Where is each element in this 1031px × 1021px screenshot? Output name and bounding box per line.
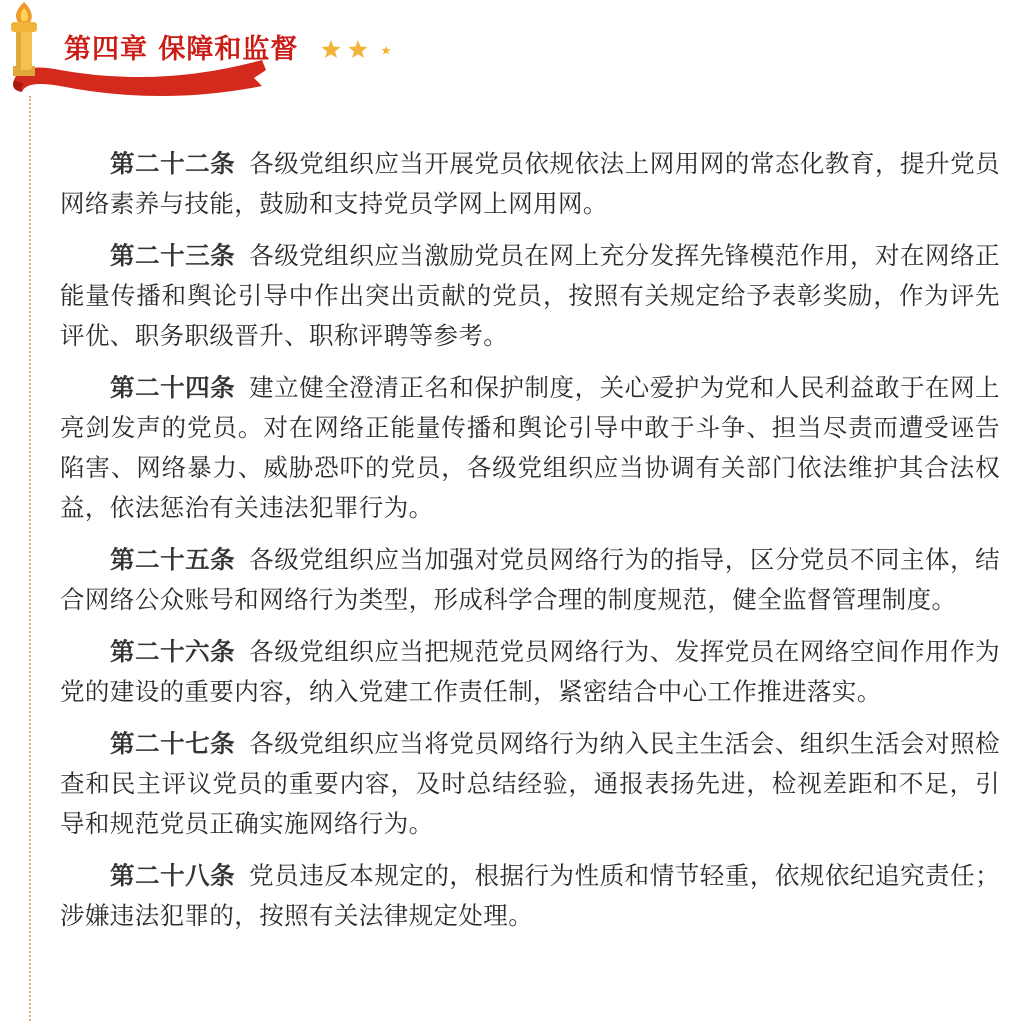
article-number: 第二十五条 [110, 545, 236, 574]
star-icon [382, 46, 391, 55]
article-text: 各级党组织应当加强对党员网络行为的指导，区分党员不同主体，结合网络公众账号和网络行为类型，形成科学合理的制度规范，健全监督管理制度。 [60, 545, 1001, 614]
article-number: 第二十二条 [110, 149, 236, 178]
article-text: 各级党组织应当把规范党员网络行为、发挥党员在网络空间作用作为党的建设的重要内容，纳入党建工作责任制，紧密结合中心工作推进落实。 [60, 637, 1001, 706]
article-28 [60, 856, 1000, 936]
article-26 [60, 632, 1000, 712]
article-number: 第二十六条 [110, 637, 236, 666]
article-22 [60, 144, 1000, 224]
article-text: 各级党组织应当激励党员在网上充分发挥先锋模范作用，对在网络正能量传播和舆论引导中作出突出贡献的党员，按照有关规定给予表彰奖励，作为评先评优、职务职级晋升、职称评聘等参考。 [60, 241, 1001, 350]
article-text: 党员违反本规定的，根据行为性质和情节轻重，依规依纪追究责任；涉嫌违法犯罪的，按照有关法律规定处理。 [60, 861, 1001, 930]
star-icon [349, 40, 368, 58]
article-text: 各级党组织应当将党员网络行为纳入民主生活会、组织生活会对照检查和民主评议党员的重要内容，及时总结经验，通报表扬先进，检视差距和不足，引导和规范党员正确实施网络行为。 [60, 729, 1001, 838]
torch-column-shade [16, 30, 21, 70]
torch-cup [11, 22, 37, 32]
article-number: 第二十八条 [110, 861, 236, 890]
article-25 [60, 540, 1000, 620]
article-list [60, 144, 1000, 948]
article-text: 建立健全澄清正名和保护制度，关心爱护为党和人民利益敢于在网上亮剑发声的党员。对在网络正能量传播和舆论引导中敢于斗争、担当尽责而遭受诬告陷害、网络暴力、威胁恐吓的党员，各级党组织应当协调有关部门依法维护其合法权益，依法惩治有关违法犯罪行为。 [60, 373, 1001, 522]
chapter-header [0, 0, 420, 105]
article-24 [60, 368, 1000, 528]
star-icon [322, 40, 341, 58]
dotted-divider [29, 96, 31, 1021]
chapter-title: 第四章 保障和监督 [64, 34, 299, 65]
article-text: 各级党组织应当开展党员依规依法上网用网的常态化教育，提升党员网络素养与技能，鼓励和支持党员学网上网用网。 [60, 149, 1001, 218]
article-27 [60, 724, 1000, 844]
article-number: 第二十四条 [110, 373, 236, 402]
article-23 [60, 236, 1000, 356]
article-number: 第二十三条 [110, 241, 236, 270]
article-number: 第二十七条 [110, 729, 236, 758]
